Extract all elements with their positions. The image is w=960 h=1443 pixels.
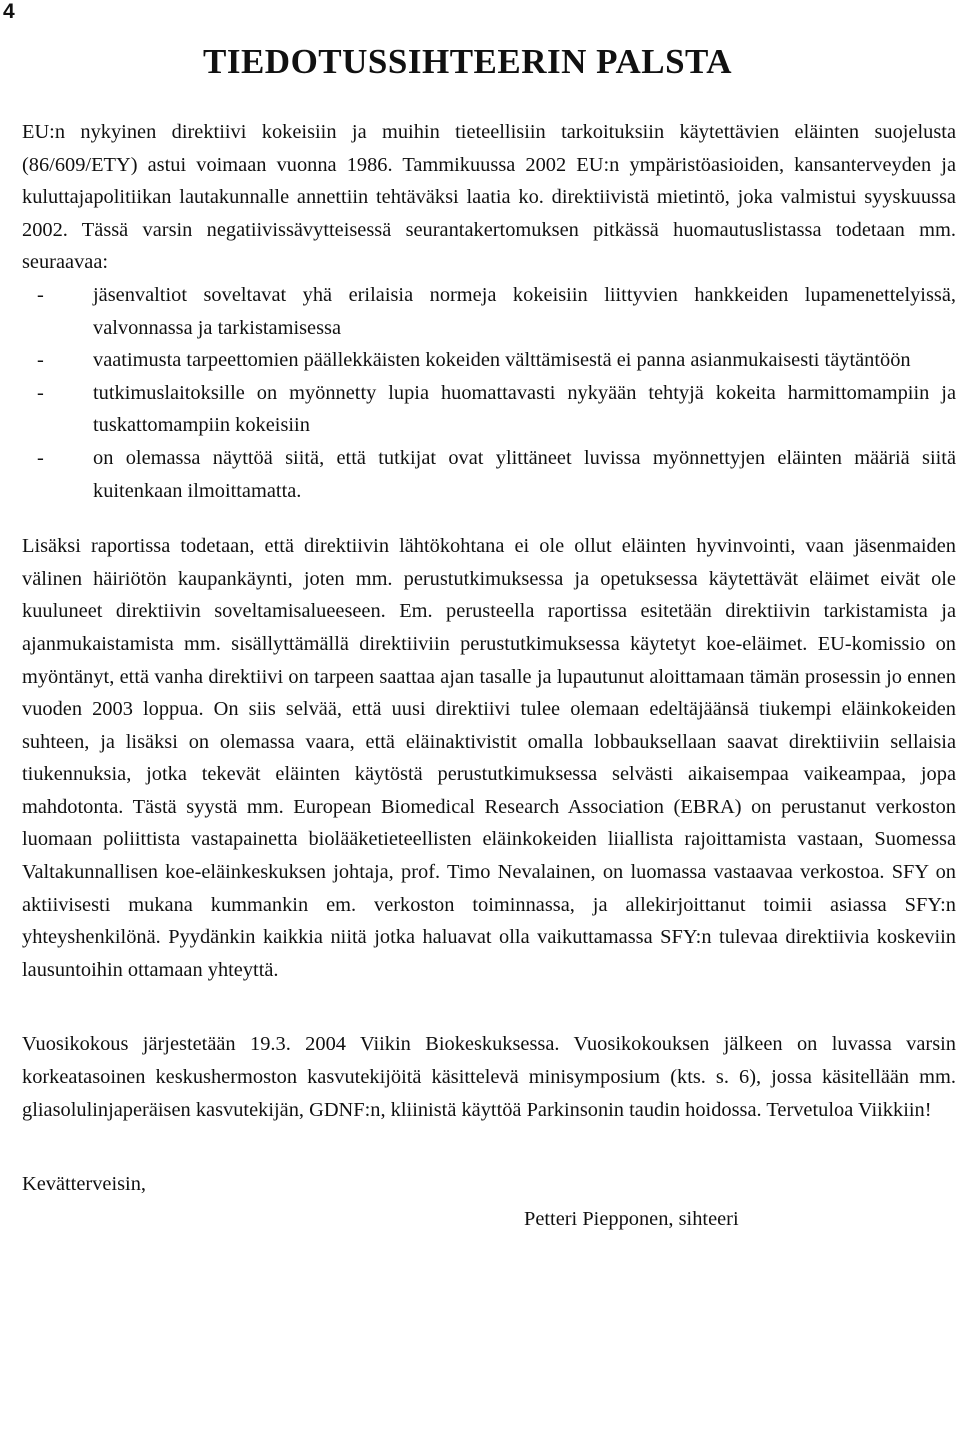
list-item xyxy=(22,279,956,344)
list-item-text: on olemassa näyttöä siitä, että tutkijat ovat ylittäneet luvissa myönnettyjen eläinten määriä siitä kuitenkaan ilmoittamatta. xyxy=(93,446,956,502)
intro-paragraph: EU:n nykyinen direktiivi kokeisiin ja muihin tieteellisiin tarkoituksiin käytettävien eläinten suojelusta (86/609/ETY) astui voimaan vuonna 1986. Tammikuussa 2002 EU:n ympäristöasioiden, kansanterveyden ja kuluttajapolitiikan lautakunnalle annettiin tehtäväksi laatia ko. direktiivistä mietintö, joka valmistui syyskuussa 2002. Tässä varsin negatiivissävytteisessä seurantakertomuksen pitkässä huomautuslistassa todetaan mm. seuraavaa: xyxy=(22,121,956,274)
list-dash: - xyxy=(37,446,44,469)
list-item-text: jäsenvaltiot soveltavat yhä erilaisia normeja kokeisiin liittyvien hankkeiden lupamenettelyissä, valvonnassa ja tarkistamisessa xyxy=(93,283,956,339)
page-number: 4 xyxy=(3,0,15,23)
list-item xyxy=(22,442,956,507)
closing-greeting: Kevätterveisin, xyxy=(22,1173,146,1196)
report-paragraph: Lisäksi raportissa todetaan, että direktiivin lähtökohtana ei ole ollut eläinten hyvinvointi, vaan jäsenmaiden välinen häiriötön kaupankäynti, joten mm. perustutkimuksessa ja opetuksessa käytettävät eläimet eivät ole kuuluneet direktiivin soveltamisalueeseen. Em. perusteella raportissa esitetään direktiivin tarkistamista ja ajanmukaistamista mm. sisällyttämällä direktiiviin perustutkimuksessa käytetyt koe-eläimet. EU-komissio on myöntänyt, että vanha direktiivi on tarpeen saattaa ajan tasalle ja lupautunut aloittamaan tämän prosessin jo ennen vuoden 2003 loppua. On siis selvää, että uusi direktiivi tulee olemaan edeltäjäänsä tiukempi eläinkokeiden suhteen, ja lisäksi on olemassa vaara, että eläinaktivistit omalla lobbauksellaan saavat direktiiviin sellaisia tiukennuksia, jotka tekevät eläinten käytöstä perustutkimuksessa selvästi aikaisempaa vaikeampaa, jopa mahdotonta. Tästä syystä mm. European Biomedical Research Association (EBRA) on perustanut verkoston luomaan poliittista vastapainetta biolääketieteellisten eläinkokeiden liiallista rajoittamista vastaan, Suomessa Valtakunnallisen koe-eläinkeskuksen johtaja, prof. Timo Nevalainen, on luomassa vastaavaa verkostoa. SFY on aktiivisesti mukana kummankin em. verkoston toiminnassa, ja allekirjoittanut toimii asiassa SFY:n yhteyshenkilönä. Pyydänkin kaikkia niitä jotka haluavat olla vaikuttamassa SFY:n tulevaa direktiivia koskeviin lausuntoihin ottamaan yhteyttä. xyxy=(22,535,956,981)
list-item-text: tutkimuslaitoksille on myönnetty lupia huomattavasti nykyään tehtyjä kokeita harmittomampiin ja tuskattomampiin kokeisiin xyxy=(93,381,956,437)
signature: Petteri Piepponen, sihteeri xyxy=(524,1207,739,1230)
list-item xyxy=(22,377,956,442)
page-title: TIEDOTUSSIHTEERIN PALSTA xyxy=(203,42,733,81)
article-body xyxy=(22,116,956,1235)
list-dash: - xyxy=(37,349,44,372)
list-dash: - xyxy=(37,381,44,404)
annual-meeting-paragraph: Vuosikokous järjestetään 19.3. 2004 Viikin Biokeskuksessa. Vuosikokouksen jälkeen on luvassa varsin korkeatasoinen keskushermoston kasvutekijöitä käsittelevä minisymposium (kts. s. 6), jossa käsitellään mm. gliasolulinjaperäisen kasvutekijän, GDNF:n, kliinistä käyttöä Parkinsonin taudin hoidossa. Tervetuloa Viikkiin! xyxy=(22,1033,956,1121)
list-item xyxy=(22,344,956,377)
list-item-text: vaatimusta tarpeettomien päällekkäisten kokeiden välttämisestä ei panna asianmukaisesti täytäntöön xyxy=(93,349,911,372)
findings-list xyxy=(22,279,956,507)
list-dash: - xyxy=(37,283,44,306)
